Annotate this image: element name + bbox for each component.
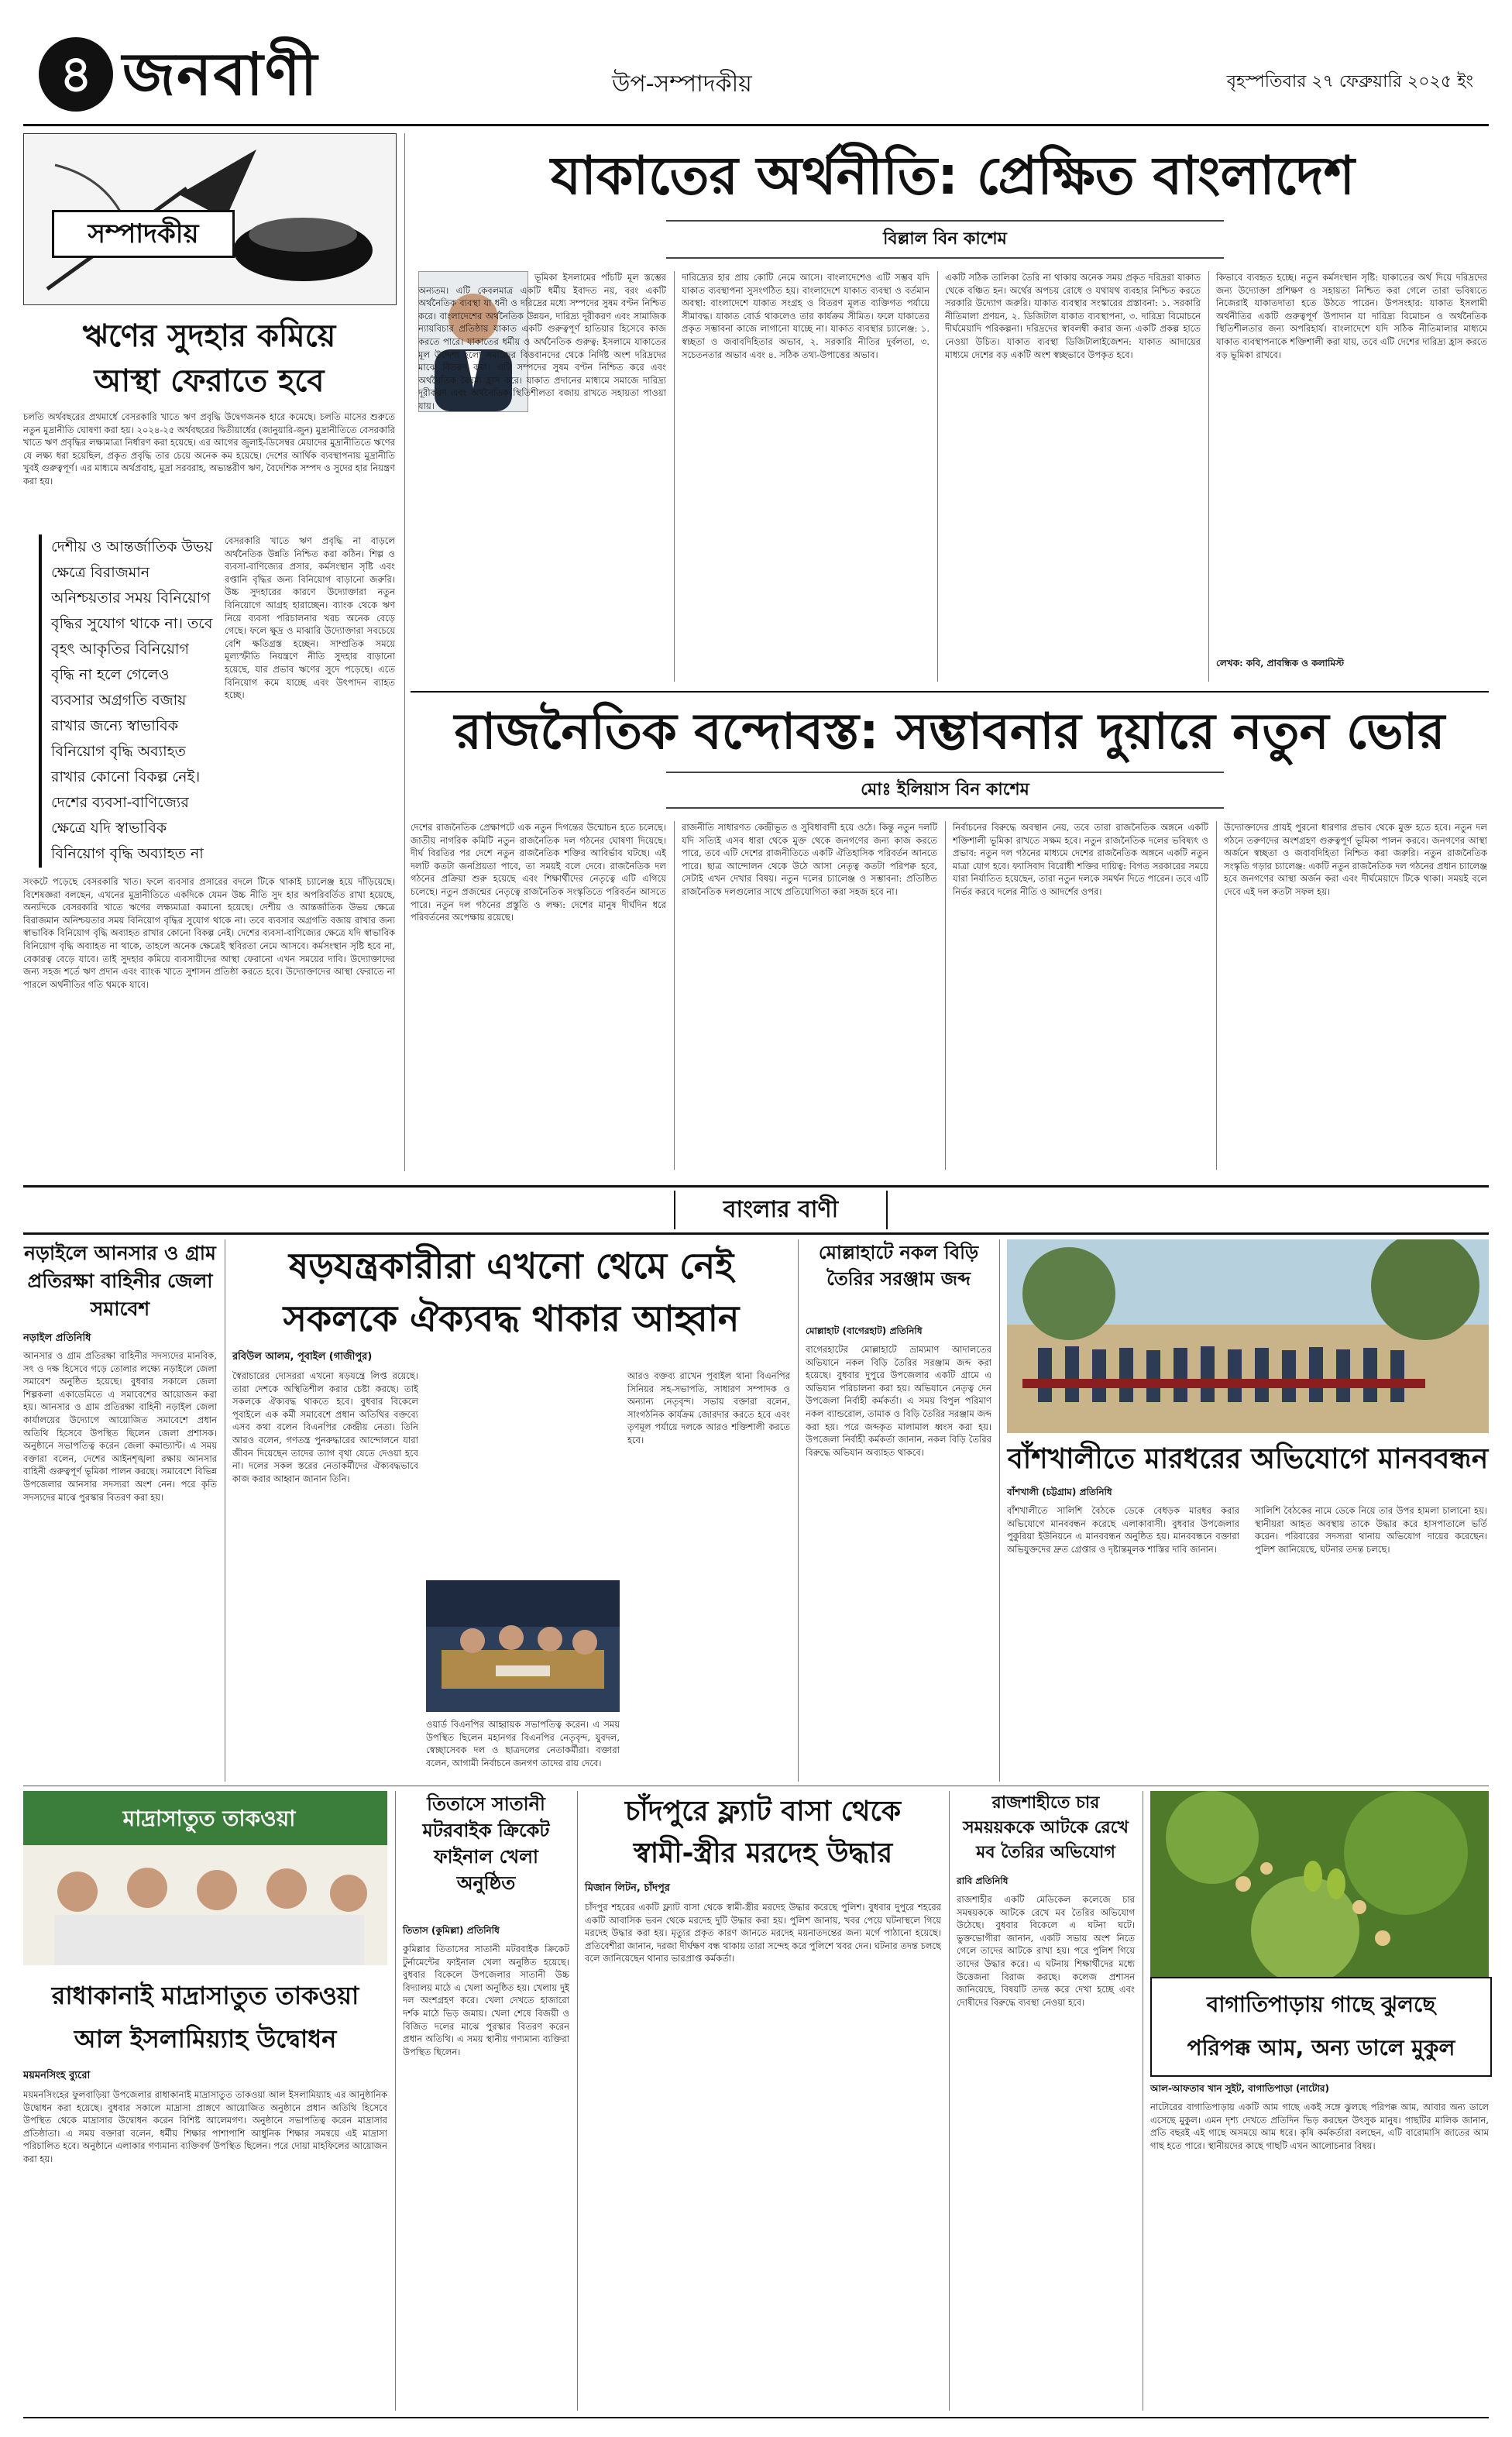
conspiracy-headline [232, 1239, 790, 1345]
bidi-byline: মোল্লাহাট (বাগেরহাট) প্রতিনিধি [806, 1325, 923, 1336]
ansar-byline: নড়াইল প্রতিনিধি [23, 1332, 91, 1344]
column-divider [404, 133, 405, 1171]
chandpur-headline-line2: স্বামী-স্ত্রীর মরদেহ উদ্ধার [633, 1837, 893, 1869]
editorial-headline-line2: আস্থা ফেরাতে হবে [94, 363, 325, 399]
bidi-headline: মোল্লাহাটে নকল বিড়ি তৈরির সরঞ্জাম জব্দ [818, 1242, 979, 1290]
politics-byline: মোঃ ইলিয়াস বিন কাশেম [861, 780, 1029, 799]
chandpur-byline: মিজান লিটন, চাঁদপুর [585, 1882, 670, 1894]
bidi-body: বাগেরহাটের মোল্লাহাটে ভ্রাম্যমাণ আদালতের অভিযানে নকল বিড়ি তৈরির সরঞ্জাম জব্দ করা হয়েছে। বুধবার দুপুরে উপজেলার একটি গ্রামে এ অভিযান পরিচালনা করা হয়। অভিযানে নেতৃত্ব দেন উপজেলা নির্বাহী কর্মকর্তা। এ সময় বিপুল পরিমাণ নকল ব্যান্ডরোল, তামাক ও বিড়ি তৈরির সরঞ্জাম জব্দ করা হয়। পরে জব্দকৃত মালামাল ধ্বংস করা হয়। উপজেলা নির্বাহী কর্মকর্তা জানান, নকল বিড়ি তৈরির বিরুদ্ধে অভিযান অব্যাহত থাকবে। [806, 1344, 991, 1458]
ansar-body: আনসার ও গ্রাম প্রতিরক্ষা বাহিনীর সদস্যদের মানবিক, সৎ ও দক্ষ হিসেবে গড়ে তোলার লক্ষ্যে নড়াইলে জেলা সমাবেশ অনুষ্ঠিত হয়েছে। বুধবার সকালে জেলা শিল্পকলা একাডেমিতে এ সমাবেশের আয়োজন করা হয়। আনসার ও গ্রাম প্রতিরক্ষা বাহিনী নড়াইল জেলা কার্যালয়ের উদ্যোগে আয়োজিত সমাবেশে প্রধান অতিথি হিসেবে উপস্থিত ছিলেন জেলা প্রশাসক। অনুষ্ঠানে সভাপতিত্ব করেন জেলা কমান্ড্যান্ট। এ সময় বক্তারা বলেন, দেশের আইনশৃঙ্খলা রক্ষায় আনসার বাহিনী গুরুত্বপূর্ণ ভূমিকা পালন করছে। সমাবেশে বিভিন্ন উপজেলার আনসার সদস্যরা অংশ নেন। পরে কৃতি সদস্যদের মাঝে পুরস্কার বিতরণ করা হয়। [23, 1350, 217, 1503]
page-number: ৪ [39, 37, 113, 112]
banshkhali-photo [1007, 1239, 1489, 1433]
banshkhali-col2: সালিশি বৈঠকের নামে ডেকে নিয়ে তার উপর হামলা চালানো হয়। স্থানীয়রা আহত অবস্থায় তাকে উদ্ধার করে হাসপাতালে ভর্তি করেন। পরিবারের সদস্যরা থানায় অভিযোগ দায়ের করেছেন। পুলিশ জানিয়েছে, ঘটনার তদন্ত চলছে। [1255, 1505, 1487, 1555]
zakat-col2: দারিদ্র্যের হার প্রায় কোটি নেমে আসে। বাংলাদেশেও এটি সম্ভব যদি যাকাত ব্যবস্থাপনা সুসংগঠিত হয়। বাংলাদেশে যাকাত ব্যবস্থা ও বর্তমান অবস্থা: বাংলাদেশে যাকাত সংগ্রহ ও বিতরণ মূলত ব্যক্তিগত পর্যায়ে সীমাবদ্ধ। যাকাত বোর্ড থাকলেও তার কার্যক্রম সীমিত। ফলে যাকাতের প্রকৃত সম্ভাবনা কাজে লাগানো যাচ্ছে না। যাকাত ব্যবস্থার চ্যালেঞ্জ: ১. স্বচ্ছতা ও জবাবদিহিতার অভাব, ২. সরকারি নীতির দুর্বলতা, ৩. সচেতনতার অভাব এবং ৪. সঠিক তথ্য-উপাত্তের অভাব। [682, 272, 930, 360]
zakat-headline: যাকাতের অর্থনীতি: প্রেক্ষিত বাংলাদেশ [550, 146, 1355, 207]
politics-headline: রাজনৈতিক বন্দোবস্ত: সম্ভাবনার দুয়ারে নতুন ভোর [454, 703, 1445, 761]
issue-date: বৃহস্পতিবার ২৭ ফেব্রুয়ারি ২০২৫ ইং [1226, 72, 1473, 91]
zakat-col1: ভূমিকা ইসলামের পাঁচটি মূল স্তম্ভের অন্যতম। এটি কেবলমাত্র একটি ধর্মীয় ইবাদত নয়, বরং একটি অর্থনৈতিক ব্যবস্থা যা ধনী ও দরিদ্রের মধ্যে সম্পদের সুষম বণ্টন নিশ্চিত করে। বাংলাদেশের অর্থনৈতিক উন্নয়ন, দারিদ্র্য দূরীকরণ এবং সামাজিক ন্যায়বিচার প্রতিষ্ঠায় যাকাত একটি গুরুত্বপূর্ণ হাতিয়ার হিসেবে কাজ করতে পারে। যাকাতের ধর্মীয় ও অর্থনৈতিক গুরুত্ব: ইসলামে যাকাতের মূল উদ্দেশ্য হলো সমাজের বিত্তবানদের থেকে নির্দিষ্ট অংশ দরিদ্রদের মাঝে বিতরণ করা। এটি সম্পদের সুষম বণ্টন নিশ্চিত করে এবং অর্থনৈতিক বৈষম্য হ্রাস করে। যাকাত প্রদানের মাধ্যমে সমাজে দারিদ্র্য দূরীকরণ এবং অর্থনৈতিক স্থিতিশীলতা বজায় রাখতে সহায়তা পাওয়া যায়। [418, 272, 666, 411]
politics-col4: উদ্যোক্তাদের প্রায়ই পুরনো ধারণার প্রভাব থেকে মুক্ত হতে হবে। নতুন দল গঠনে তরুণদের অংশগ্রহণ গুরুত্বপূর্ণ ভূমিকা পালন করবে। জনগণের আস্থা অর্জনে স্বচ্ছতা ও জবাবদিহিতা নিশ্চিত করা জরুরি। নতুন রাজনৈতিক সংস্কৃতি গড়ার চ্যালেঞ্জ: একটি নতুন রাজনৈতিক দল গঠনের প্রধান চ্যালেঞ্জ হবে জনগণের আস্থা অর্জন করা এবং দীর্ঘমেয়াদে টিকে থাকা। সময়ই বলে দেবে এই দল কতটা সফল হয়। [1224, 822, 1487, 897]
mango-headline-line1: বাগাতিপাড়ায় গাছে ঝুলছে [1206, 1992, 1436, 2017]
masthead [23, 31, 1489, 132]
politics-divider-1 [674, 821, 675, 1170]
mango-headline-line2: পরিপক্ক আম, অন্য ডালে মুকুল [1187, 2035, 1455, 2061]
cricket-body: কুমিল্লার তিতাসের সাতানী মটরবাইক ক্রিকেট টুর্নামেন্টের ফাইনাল খেলা অনুষ্ঠিত হয়েছে। বুধবার বিকেলে উপজেলার সাতানী উচ্চ বিদ্যালয় মাঠে এ খেলা অনুষ্ঠিত হয়। খেলায় দুই দল অংশগ্রহণ করে। খেলা দেখতে হাজারো দর্শক মাঠে ভিড় জমায়। খেলা শেষে বিজয়ী ও বিজিত দলের মাঝে পুরস্কার বিতরণ করেন প্রধান অতিথি। এ সময় স্থানীয় গণ্যমান্য ব্যক্তিরা উপস্থিত ছিলেন। [403, 1944, 569, 2057]
bb-divider-3 [999, 1239, 1000, 1782]
rajshahi-byline: রাবি প্রতিনিধি [957, 1875, 1009, 1886]
banglar-bani-banner [23, 1185, 1489, 1235]
editorial-illustration [23, 133, 397, 305]
editorial-headline-line1: ঋণের সুদহার কমিয়ে [82, 318, 336, 354]
madrasa-headline-line1: রাধাকানাই মাদ্রাসাতুত তাকওয়া [51, 1981, 359, 2010]
chandpur-body: চাঁদপুর শহরের একটি ফ্ল্যাট বাসা থেকে স্বামী-স্ত্রীর মরদেহ উদ্ধার করেছে পুলিশ। বুধবার দুপুরে শহরের একটি আবাসিক ভবন থেকে মরদেহ দুটি উদ্ধার করা হয়। পুলিশ জানায়, খবর পেয়ে ঘটনাস্থলে গিয়ে মরদেহ উদ্ধার করা হয়। মৃত্যুর প্রকৃত কারণ জানতে মরদেহ ময়নাতদন্তের জন্য মর্গে পাঠানো হয়েছে। প্রতিবেশীরা জানান, দরজা দীর্ঘক্ষণ বন্ধ থাকায় তারা সন্দেহ করে পুলিশে খবর দেন। ঘটনার তদন্ত চলছে বলে জানিয়েছেন থানার ভারপ্রাপ্ত কর্মকর্তা। [585, 1902, 941, 1964]
madrasa-photo [23, 1791, 387, 1965]
editorial-body-bottom: সংকটে পড়েছে বেসরকারি খাত। ফলে ব্যবসার প্রসারের বদলে টিকে থাকাই চ্যালেঞ্জ হয়ে দাঁড়িয়েছে। বিশেষজ্ঞরা বলছেন, এখনের মুদ্রানীতিতে একদিকে যেমন উচ্চ নীতি সুদ হার অপরিবর্তিত রাখা হয়েছে, অন্যদিকে বেসরকারি খাতে ঋণের লক্ষ্যমাত্রা কমানো হয়েছে। দেশীয় ও আন্তর্জাতিক উভয় ক্ষেত্রে বিরাজমান অনিশ্চয়তার সময় বিনিয়োগ বৃদ্ধির সুযোগ থাকে না। তবে ব্যবসার অগ্রগতি বজায় রাখার জন্য স্বাভাবিক বিনিয়োগ বৃদ্ধি অব্যাহত রাখার কোনো বিকল্প নেই। দেশের ব্যবসা-বাণিজ্যের ক্ষেত্রে যদি স্বাভাবিক বিনিয়োগ বৃদ্ধি অব্যাহত না থাকে, তাহলে অনেক ক্ষেত্রেই স্থবিরতা নেমে আসবে। কর্মসংস্থান সৃষ্টি হবে না, বেকারত্ব বেড়ে যাবে। তাই সুদহার কমিয়ে ব্যবসায়ীদের আস্থা ফেরানো এখন সময়ের দাবি। উদ্যোক্তাদের জন্য সহজ শর্তে ঋণ প্রদান এবং ব্যাংক খাতে সুশাসন প্রতিষ্ঠা করতে হবে। উদ্যোক্তাদের আস্থা ফেরাতে না পারলে অর্থনীতির গতি থমকে যাবে। [23, 876, 395, 990]
banshkhali-byline: বাঁশখালী (চট্টগ্রাম) প্রতিনিধি [1007, 1487, 1112, 1497]
zakat-divider-2 [937, 271, 938, 682]
madrasa-photo-banner: মাদ্রাসাতুত তাকওয়া [122, 1806, 296, 1831]
editorial-body-mid: বেসরকারি খাতে ঋণ প্রবৃদ্ধি না বাড়লে অর্থনৈতিক উন্নতি নিশ্চিত করা কঠিন। শিল্প ও ব্যবসা-বাণিজ্যের প্রসার, কর্মসংস্থান সৃষ্টি এবং রপ্তানি বৃদ্ধির জন্য বিনিয়োগ বাড়ানো জরুরি। উচ্চ সুদহারের কারণে উদ্যোক্তারা নতুন বিনিয়োগে আগ্রহ হারাচ্ছেন। ব্যাংক থেকে ঋণ নিয়ে ব্যবসা পরিচালনার খরচ অনেক বেড়ে গেছে। ফলে ক্ষুদ্র ও মাঝারি উদ্যোক্তারা সবচেয়ে বেশি ক্ষতিগ্রস্ত হচ্ছেন। সাম্প্রতিক সময়ে মূল্যস্ফীতি নিয়ন্ত্রণে নীতি সুদহার বাড়ানো হয়েছে, যার প্রভাব ঋণের সুদে পড়েছে। এতে বিনিয়োগ কমে যাচ্ছে এবং উৎপাদন ব্যাহত হচ্ছে। [225, 535, 395, 701]
zakat-byline: বিল্লাল বিন কাশেম [883, 229, 1007, 249]
editorial-headline [23, 314, 395, 404]
mango-headline-box [1150, 1977, 1492, 2077]
page-bottom-rule [23, 2417, 1489, 2418]
zakat-divider-1 [674, 271, 675, 682]
zakat-bottom-rule [411, 691, 1489, 693]
editorial-badge: সম্পাদকীয় [52, 210, 235, 258]
ansar-headline: নড়াইলে আনসার ও গ্রাম প্রতিরক্ষা বাহিনীর জেলা সমাবেশ [24, 1242, 216, 1320]
conspiracy-headline-line1: ষড়যন্ত্রকারীরা এখনো থেমে নেই [288, 1245, 734, 1287]
conspiracy-photo [426, 1580, 620, 1712]
madrasa-headline [23, 1974, 387, 2061]
banshkhali-col1: বাঁশখালীতে সালিশি বৈঠকে ডেকে বেধড়ক মারধর করার অভিযোগে মানববন্ধন করেছে এলাকাবাসী। বুধবার উপজেলার পুকুরিয়া ইউনিয়নে এ মানববন্ধন অনুষ্ঠিত হয়। মানববন্ধনে বক্তারা অভিযুক্তদের দ্রুত গ্রেপ্তার ও দৃষ্টান্তমূলক শাস্তির দাবি জানান। [1007, 1505, 1239, 1555]
politics-divider-3 [1216, 821, 1217, 1170]
masthead-rule [23, 124, 1489, 126]
cricket-byline: তিতাস (কুমিল্লা) প্রতিনিধি [403, 1925, 500, 1936]
madrasa-byline: ময়মনসিংহ ব্যুরো [23, 2070, 91, 2081]
bb-divider-2 [798, 1239, 799, 1782]
politics-col2: রাজনীতি সাধারণত কেন্দ্রীভূত ও সুবিধাবাদী হয়ে ওঠে। কিন্তু নতুন দলটি যদি সত্যিই এসব ধারা থেকে মুক্ত থেকে জনগণের জন্য কাজ করতে পারে, তবে এটি দেশের রাজনীতিতে একটি ঐতিহাসিক পরিবর্তন আনতে পারে। ছাত্র আন্দোলন থেকে উঠে আসা নেতৃত্ব কতটা পরিপক্ব হবে, সেটাই এখন দেখার বিষয়। নতুন দলের চ্যালেঞ্জ ও সম্ভাবনা: প্রতিষ্ঠিত রাজনৈতিক দলগুলোর সাথে প্রতিযোগিতা করা সহজ হবে না। [682, 822, 937, 897]
mango-byline: আল-আফতাব খান সুইট, বাগাতিপাড়া (নাটোর) [1150, 2083, 1330, 2094]
bb-divider-6 [949, 1791, 950, 2411]
mango-photo [1150, 1791, 1489, 1992]
conspiracy-headline-line2: সকলকে ঐক্যবদ্ধ থাকার আহ্বান [283, 1298, 740, 1339]
rajshahi-headline: রাজশাহীতে চার সময়য়ককে আটকে রেখে মব তৈরির অভিযোগ [963, 1793, 1129, 1862]
editorial-body-top: চলতি অর্থবছরের প্রথমার্ধে বেসরকারি খাতে ঋণ প্রবৃদ্ধি উদ্বেগজনক হারে কমেছে। চলতি মাসের শুরুতে নতুন মুদ্রানীতি ঘোষণা করা হয়। ২০২৪-২৫ অর্থবছরের দ্বিতীয়ার্ধের (জানুয়ারি-জুন) মুদ্রানীতিতে বেসরকারি খাতে ঋণ প্রবৃদ্ধির লক্ষ্যমাত্রা নির্ধারণ করা হয়েছে। এর আগের জুলাই-ডিসেম্বর মেয়াদের মুদ্রানীতিতে ঋণের যে লক্ষ্য ধরা হয়েছিল, প্রকৃত প্রবৃদ্ধি তার চেয়ে অনেক কম হয়েছে। দেশের আর্থিক ব্যবস্থাপনায় মুদ্রানীতি খুবই গুরুত্বপূর্ণ। এর মাধ্যমে অর্থপ্রবাহ, মুদ্রা সরবরাহ, অভ্যন্তরীণ ঋণ, বৈদেশিক সম্পদ ও সুদের হার নিয়ন্ত্রণ করা হয়। [23, 411, 395, 486]
conspiracy-col1: স্বৈরাচারের দোসররা এখনো ষড়যন্ত্রে লিপ্ত রয়েছে। তারা দেশকে অস্থিতিশীল করার চেষ্টা করছে। তাই সকলকে ঐক্যবদ্ধ থাকতে হবে। বুধবার বিকেলে পূবাইলে এক কর্মী সমাবেশে প্রধান অতিথির বক্তব্যে এসব কথা বলেন বিএনপির কেন্দ্রীয় নেতা। তিনি আরও বলেন, গণতন্ত্র পুনরুদ্ধারের আন্দোলনে যারা জীবন দিয়েছেন তাদের ত্যাগ বৃথা যেতে দেওয়া হবে না। দলের সকল স্তরের নেতাকর্মীদের ঐক্যবদ্ধভাবে কাজ করার আহ্বান জানান তিনি। [232, 1370, 418, 1484]
chandpur-headline [585, 1791, 941, 1875]
logo: জনবাণী [122, 40, 319, 108]
rajshahi-body: রাজশাহীর একটি মেডিকেল কলেজে চার সমন্বয়ককে আটকে রেখে মব তৈরির অভিযোগ উঠেছে। বুধবার বিকেলে এ ঘটনা ঘটে। ভুক্তভোগীরা জানান, একটি সভায় অংশ নিতে গেলে তাদের আটকে রাখা হয়। পরে পুলিশ গিয়ে তাদের উদ্ধার করে। এ ঘটনায় শিক্ষার্থীদের মধ্যে উত্তেজনা বিরাজ করছে। কলেজ প্রশাসন জানিয়েছে, বিষয়টি তদন্ত করে দেখা হচ্ছে এবং দোষীদের বিরুদ্ধে ব্যবস্থা নেওয়া হবে। [957, 1894, 1135, 2008]
mango-headline [1152, 1978, 1490, 2070]
madrasa-headline-line2: আল ইসলামিয়্যাহ উদ্বোধন [74, 2024, 337, 2054]
zakat-col4: কিভাবে ব্যবহৃত হচ্ছে। নতুন কর্মসংস্থান সৃষ্টি: যাকাতের অর্থ দিয়ে দরিদ্রদের জন্য উদ্যোক্তা প্রশিক্ষণ ও সহায়তা নিশ্চিত করা গেলে তারা ভবিষ্যতে নিজেরাই যাকাতদাতা হতে উঠতে পারেন। উপসংহার: যাকাত ইসলামী অর্থনীতির একটি গুরুত্বপূর্ণ উপাদান যা দারিদ্র্য বিমোচন ও অর্থনৈতিক স্থিতিশীলতার জন্য অপরিহার্য। বাংলাদেশে যদি সঠিক নীতিমালার মাধ্যমে যাকাত ব্যবস্থাপনাকে শক্তিশালী করা যায়, তবে এটি দেশের দারিদ্র্য হ্রাস করতে বড় ভূমিকা রাখবে। [1216, 272, 1487, 360]
bb-divider-4 [395, 1791, 396, 2411]
section-title: উপ-সম্পাদকীয় [612, 70, 752, 98]
cricket-headline: তিতাসে সাতানী মটরবাইক ক্রিকেট ফাইনাল খেলা অনুষ্ঠিত [422, 1793, 550, 1894]
editorial-pull-quote: দেশীয় ও আন্তর্জাতিক উভয় ক্ষেত্রে বিরাজমান অনিশ্চয়তার সময় বিনিয়োগ বৃদ্ধির সুযোগ থাকে না। তবে বৃহৎ আকৃতির বিনিয়োগ বৃদ্ধি না হলে গেলেও ব্যবসার অগ্রগতি বজায় রাখার জন্যে স্বাভাবিক বিনিয়োগ বৃদ্ধি অব্যাহত রাখার কোনো বিকল্প নেই। দেশের ব্যবসা-বাণিজ্যের ক্ষেত্রে যদি স্বাভাবিক বিনিয়োগ বৃদ্ধি অব্যাহত না [39, 534, 214, 868]
zakat-byline-box [666, 220, 1224, 259]
conspiracy-col2: ওয়ার্ড বিএনপির আহ্বায়ক সভাপতিত্ব করেন। এ সময় উপস্থিত ছিলেন মহানগর বিএনপির নেতৃবৃন্দ, যুবদল, স্বেচ্ছাসেবক দল ও ছাত্রদলের নেতাকর্মীরা। বক্তারা বলেন, আগামী নির্বাচনে জনগণ তাদের রায় দেবে। [426, 1719, 620, 1768]
banglar-bani-title: বাংলার বাণী [674, 1191, 888, 1229]
madrasa-body: ময়মনসিংহের ফুলবাড়িয়া উপজেলার রাধাকানাই মাদ্রাসাতুত তাকওয়া আল ইসলামিয়্যাহ এর আনুষ্ঠানিক উদ্বোধন করা হয়েছে। বুধবার সকালে মাদ্রাসা প্রাঙ্গণে আয়োজিত অনুষ্ঠানে প্রধান অতিথি হিসেবে উপস্থিত থেকে মাদ্রাসার উদ্বোধন করেন বিশিষ্ট আলেমগণ। অনুষ্ঠানে সভাপতিত্ব করেন মাদ্রাসার প্রতিষ্ঠাতা। এ সময় বক্তারা বলেন, ধর্মীয় শিক্ষার পাশাপাশি আধুনিক শিক্ষার সমন্বয়ে এই মাদ্রাসা পরিচালিত হবে। অনুষ্ঠানে এলাকার গণ্যমান্য ব্যক্তিবর্গ উপস্থিত ছিলেন। পরে দোয়া মাহফিলের আয়োজন করা হয়। [23, 2089, 387, 2164]
zakat-col3: একটি সঠিক তালিকা তৈরি না থাকায় অনেক সময় প্রকৃত দরিদ্ররা যাকাত থেকে বঞ্চিত হন। অর্থের অপচয় রোধে ও যথাযথ ব্যবহার নিশ্চিত করতে সরকারি উদ্যোগ জরুরি। যাকাত ব্যবস্থার সংস্কারের প্রস্তাবনা: ১. সরকারি নীতিমালা প্রণয়ন, ২. ডিজিটাল যাকাত ব্যবস্থাপনা, ৩. দারিদ্র্য বিমোচনে দীর্ঘমেয়াদি পরিকল্পনা। দরিদ্রদের স্বাবলম্বী করার জন্য একটি প্রকল্প হাতে নেওয়া উচিত। যাকাত ব্যবস্থা ডিজিটালাইজেশন: যাকাত আদায়ের মাধ্যমে দেশের বড় একটি অংশ স্বচ্ছভাবে উপকৃত হবে। [945, 272, 1201, 360]
politics-byline-box [666, 772, 1224, 809]
zakat-author-note: লেখক: কবি, প্রাবন্ধিক ও কলামিস্ট [1216, 658, 1344, 669]
politics-col3: নির্বাচনের বিরুদ্ধে অবস্থান নেয়, তবে তারা রাজনৈতিক অঙ্গনে একটি শক্তিশালী ভূমিকা রাখতে সক্ষম হবে। নতুন রাজনৈতিক দলের ভবিষ্যৎ ও প্রভাব: নতুন দল গঠনের মাধ্যমে দেশের রাজনৈতিক অঙ্গনে একটি নতুন মাত্রা যোগ হবে। ফ্যাসিবাদ বিরোধী শক্তির দায়িত্ব: বিগত সরকারের সময়ে যারা নির্যাতিত হয়েছেন, তারা নতুন দলকে সমর্থন দিতে পারেন। তবে এটি নির্ভর করবে দলের নীতি ও আদর্শের ওপর। [953, 822, 1208, 897]
chandpur-headline-line1: চাঁদপুরে ফ্ল্যাট বাসা থেকে [624, 1796, 902, 1827]
mango-body: নাটোরের বাগাতিপাড়ায় একটি আম গাছে একই সঙ্গে ঝুলছে পরিপক্ক আম, আবার অন্য ডালে এসেছে মুকুল। এমন দৃশ্য দেখতে প্রতিদিন ভিড় করছেন উৎসুক মানুষ। গাছটির মালিক জানান, প্রতি বছরই এই গাছে অসময়ে আম ধরে। কৃষি কর্মকর্তারা বলছেন, এটি বারোমাসি জাতের আম গাছ হতে পারে। স্থানীয়দের কাছে গাছটি এখন আলোচনার বিষয়। [1150, 2102, 1489, 2151]
conspiracy-byline: রবিউল আলম, পূবাইল (গাজীপুর) [232, 1351, 373, 1363]
politics-divider-2 [945, 821, 946, 1170]
bb-divider-5 [577, 1791, 578, 2411]
banshkhali-headline: বাঁশখালীতে মারধরের অভিযোগে মানববন্ধন [1007, 1443, 1489, 1475]
conspiracy-col3: আরও বক্তব্য রাখেন পূবাইল থানা বিএনপির সিনিয়র সহ-সভাপতি, সাধারণ সম্পাদক ও অন্যান্য নেতৃবৃন্দ। সভায় বক্তারা বলেন, সাংগঠনিক কার্যক্রম জোরদার করতে হবে এবং তৃণমূল পর্যায়ে দলকে আরও শক্তিশালী করতে হবে। [627, 1370, 790, 1445]
zakat-divider-3 [1208, 271, 1209, 682]
politics-col1: দেশের রাজনৈতিক প্রেক্ষাপটে এক নতুন দিগন্তের উন্মোচন হতে চলেছে। জাতীয় নাগরিক কমিটি নতুন রাজনৈতিক দল গঠনের ঘোষণা দিয়েছে। দীর্ঘ বিরতির পর দেশে নতুন রাজনৈতিক শক্তির আবির্ভাব ঘটছে। এই দলটি কতটা জনপ্রিয়তা পাবে, তা সময়ই বলে দেবে। রাজনৈতিক দল গঠনের প্রক্রিয়া শুরু হয়েছে এবং শিক্ষার্থীদের নেতৃত্বে এটি এগিয়ে চলেছে। নতুন প্রজন্মের নেতৃত্বে রাজনৈতিক সংস্কৃতিতে পরিবর্তন আসতে পারে। নতুন দল গঠনের প্রস্তুতি ও লক্ষ্য: দেশের মানুষ দীর্ঘদিন ধরে পরিবর্তনের অপেক্ষায় রয়েছে। [411, 822, 666, 923]
